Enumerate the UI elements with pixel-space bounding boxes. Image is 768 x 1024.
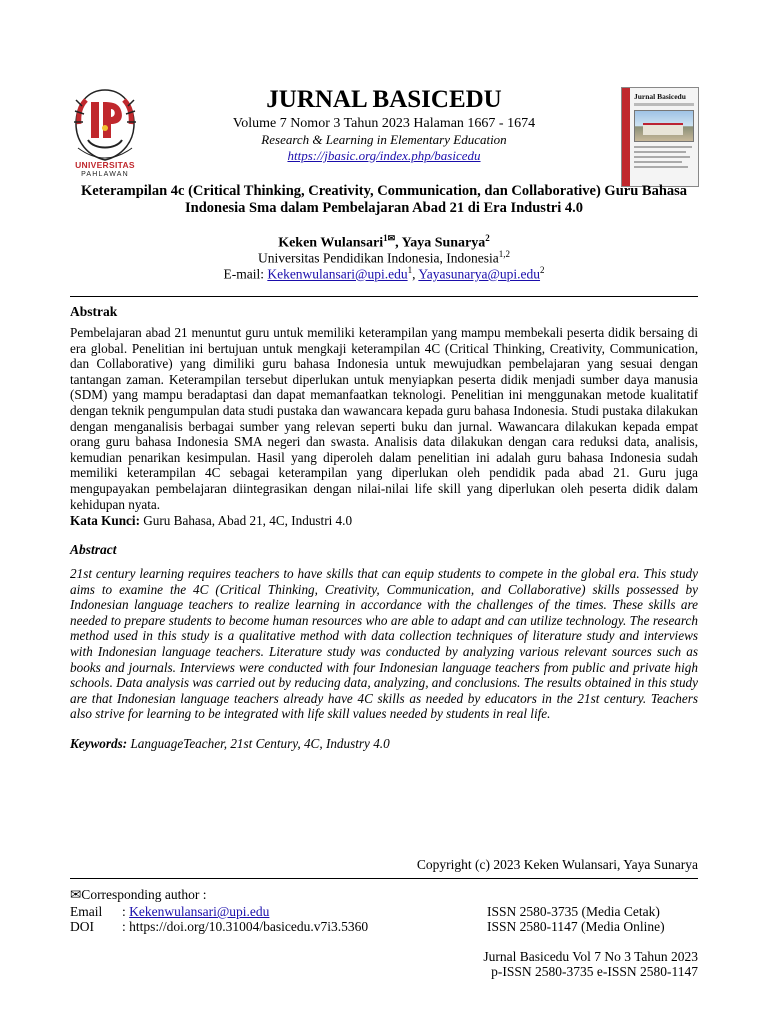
paper-title: Keterampilan 4c (Critical Thinking, Creativity, Communication, dan Collaborative) Guru Bahasa Indonesia Sma dalam Pembelajaran Abad 21 di Era Industri 4.0 xyxy=(80,183,688,216)
email-1-sup: 1 xyxy=(407,265,413,275)
kata-kunci-label: Kata Kunci: xyxy=(70,513,140,528)
abstrak-body: Pembelajaran abad 21 menuntut guru untuk memiliki keterampilan yang mampu membekali peserta didik bersaing di era global. Penelitian ini bertujuan untuk mengkaji keterampilan 4C (Critical Thinking, Creativity, Communication, dan Collaborative) yang dimiliki guru bahasa Indonesia untuk mewujudkan pembelajaran yang sesuai dengan tantangan zaman. Keterampilan tersebut diperlukan untuk menyiapkan peserta didik menjadi sumber daya manusia (SDM) yang mampu beradaptasi dan dapat memanfaatkan teknologi. Penelitian ini menggunakan metode kualitatif dengan teknik pengumpulan data studi pustaka dan wawancara kepada guru bahasa Indonesia. Studi pustaka dilakukan dengan menganalisis berbagai sumber yang relevan seperti buku dan jurnal. Wawancara dilakukan kepada empat orang guru bahasa Indonesia SMA negeri dan swasta. Analisis data dilakukan dengan cara reduksi data, analisis, kemudian penarikan kesimpulan. Hasil yang diperoleh dalam penelitian ini adalah guru bahasa Indonesia sudah memiliki keterampilan 4C sebagai keterampilan yang diperlukan oleh pendidik pada abad 21. Guru juga mengupayakan pembelajaran diintegrasikan dengan nilai-nilai life skill yang diperlukan oleh peserta didik dalam kehidupan nyata. xyxy=(70,325,698,512)
divider-top xyxy=(70,296,698,297)
footer-journal-line-1: Jurnal Basicedu Vol 7 No 3 Tahun 2023 xyxy=(483,949,698,964)
journal-tagline: Research & Learning in Elementary Education xyxy=(261,132,507,147)
logo-text-top: UNIVERSITAS xyxy=(75,160,135,170)
journal-url-line xyxy=(0,148,768,164)
kata-kunci-line xyxy=(70,513,698,529)
footer-email-link[interactable]: Kekenwulansari@upi.edu xyxy=(129,904,270,919)
author-2-sup: 2 xyxy=(485,233,490,243)
affiliation: Universitas Pendidikan Indonesia, Indonesia xyxy=(258,250,499,266)
abstract-body: 21st century learning requires teachers to have skills that can equip students to compete in the global era. This study aims to examine the 4C (Critical Thinking, Creativity, Communication, and Collaborative) skills possessed by Indonesian language teachers to realize learning in accordance with the challenges of the times. These skills are needed to prepare students to become human resources who are able to adapt and can utilize technology. The research method used in this study is a qualitative method with data collection techniques of literature study and interviews with Indonesian language teachers. Literature study was conducted by analyzing various relevant sources such as books and journals. Interviews were conducted with four Indonesian language teachers from public and private high schools. Data analysis was carried out by reducing data, analyzing, and conclusions. The results obtained in this study are that Indonesian language teachers already have 4C skills as needed by educators in the 21st century. Teachers also strive for learning to be integrated with life skill values needed by students in real life. xyxy=(70,566,698,722)
footer-journal-line-2: p-ISSN 2580-3735 e-ISSN 2580-1147 xyxy=(491,964,698,979)
kata-kunci-values: Guru Bahasa, Abad 21, 4C, Industri 4.0 xyxy=(139,513,353,528)
divider-footer xyxy=(70,878,698,879)
footer-email-sep: : xyxy=(122,904,130,919)
email-label: E-mail: xyxy=(223,266,268,282)
abstract-heading: Abstract xyxy=(70,542,117,557)
journal-name: JURNAL BASICEDU xyxy=(266,86,502,113)
footer-email-value-wrap xyxy=(122,904,269,920)
email-2-sup: 2 xyxy=(540,265,545,275)
issn-print: ISSN 2580-3735 (Media Cetak) xyxy=(487,904,660,919)
author-1-sup: 1✉ xyxy=(383,233,396,243)
copyright: Copyright (c) 2023 Keken Wulansari, Yaya Sunarya xyxy=(416,857,698,872)
logo-text-bottom: PAHLAWAN xyxy=(81,171,129,178)
volume-line: Volume 7 Nomor 3 Tahun 2023 Halaman 1667 - 1674 xyxy=(232,116,536,131)
footer-doi-label: DOI xyxy=(70,919,94,934)
email-2-link[interactable]: Yayasunarya@upi.edu xyxy=(418,266,541,282)
author-separator: , xyxy=(395,235,402,251)
corresponding-author: ✉Corresponding author : xyxy=(70,887,207,902)
journal-url-link[interactable]: https://jbasic.org/index.php/basicedu xyxy=(287,148,481,163)
keywords-line xyxy=(70,736,698,752)
keywords-values: LanguageTeacher, 21st Century, 4C, Industry 4.0 xyxy=(127,736,390,751)
email-1-link[interactable]: Kekenwulansari@upi.edu xyxy=(267,266,408,282)
issn-online: ISSN 2580-1147 (Media Online) xyxy=(487,919,665,934)
abstrak-heading: Abstrak xyxy=(70,304,118,319)
affiliation-line xyxy=(0,249,768,267)
email-line: E-mail: Kekenwulansari@upi.edu$^1$, Yayasunarya@upi.edu$^2$ xyxy=(223,265,545,282)
footer-doi-value[interactable]: : https://doi.org/10.31004/basicedu.v7i3.5360 xyxy=(122,919,369,934)
cover-title: Jurnal Basicedu xyxy=(634,92,686,101)
affiliation-sup: 1,2 xyxy=(498,249,510,259)
author-2: Yaya Sunarya xyxy=(401,235,486,251)
keywords-label: Keywords: xyxy=(70,736,128,751)
footer-email-label: Email xyxy=(70,904,103,919)
author-1: Keken Wulansari xyxy=(278,235,384,251)
